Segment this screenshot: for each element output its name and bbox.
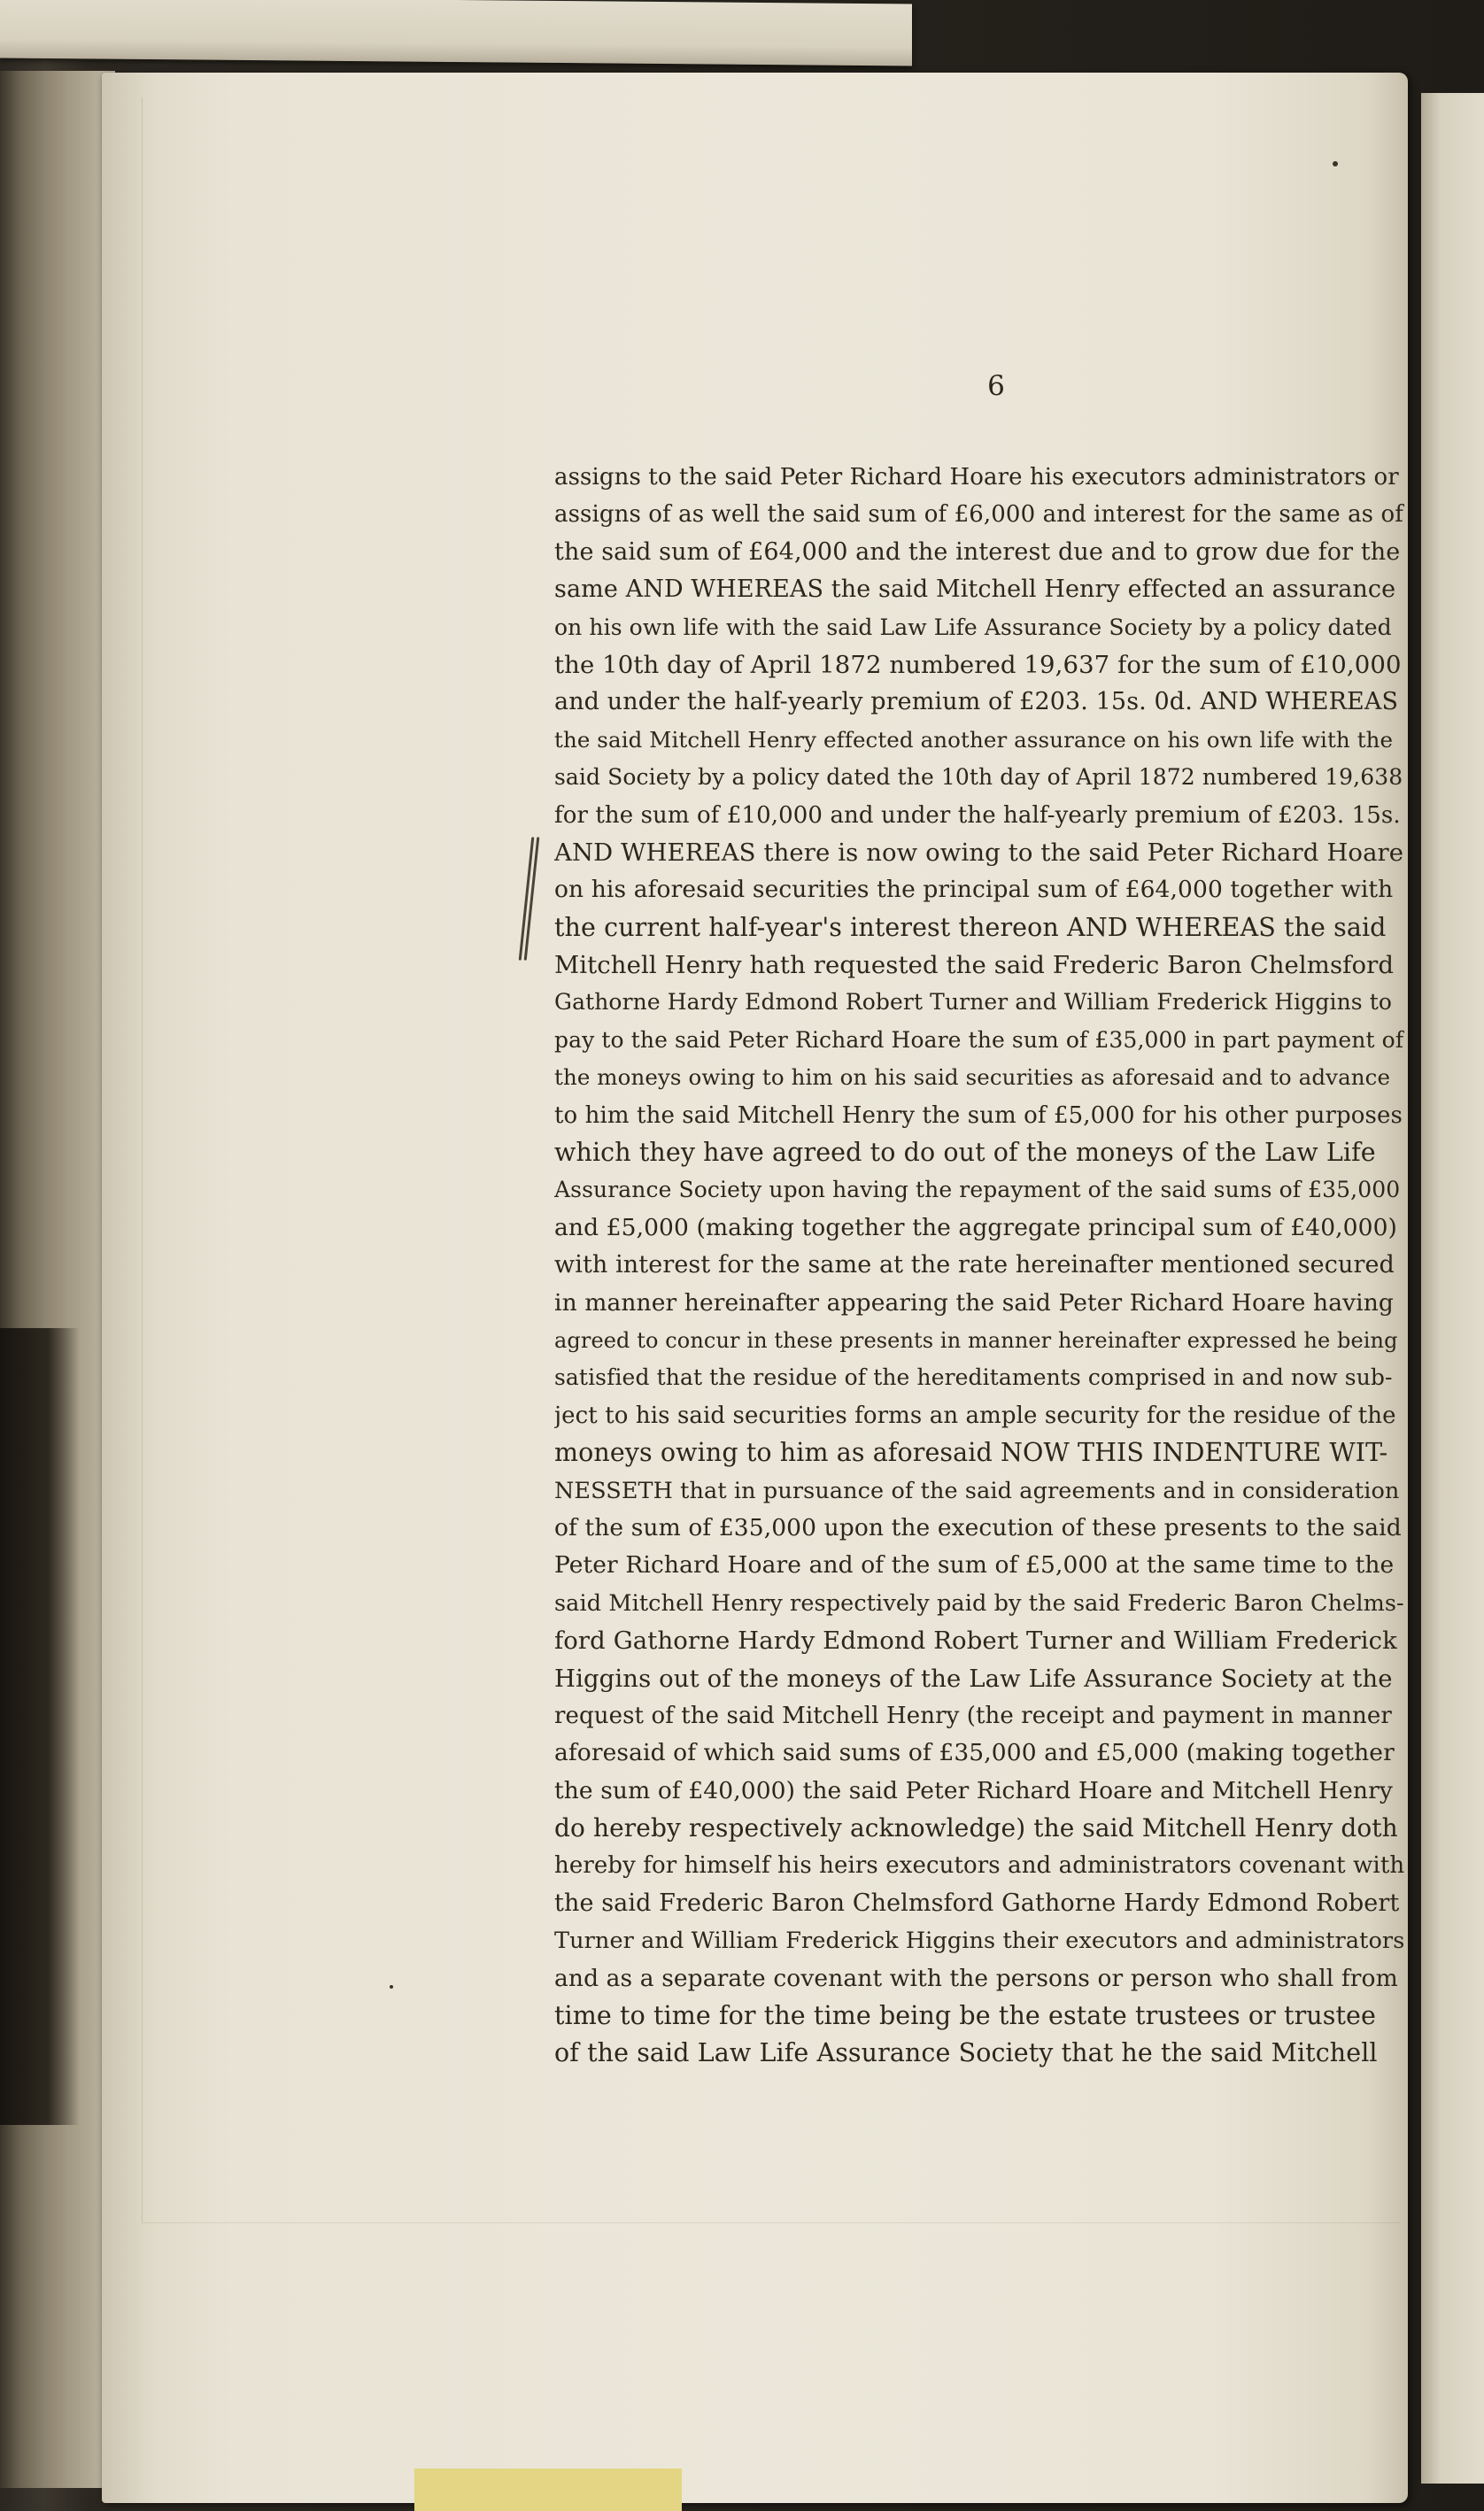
text-line: satisfied that the residue of the hereditaments comprised in and now sub- bbox=[554, 1364, 1393, 1391]
text-line: do hereby respectively acknowledge) the said Mitchell Henry doth bbox=[554, 1813, 1398, 1843]
text-line: time to time for the time being be the estate trustees or trustee bbox=[554, 2001, 1376, 2031]
next-page-edge bbox=[1421, 93, 1484, 2484]
text-line: the moneys owing to him on his said securities as aforesaid and to advance bbox=[554, 1064, 1391, 1091]
page-number: 6 bbox=[987, 370, 1005, 402]
text-line: assigns of as well the said sum of £6,000 and interest for the same as of bbox=[554, 501, 1403, 529]
bottom-paper-tab bbox=[414, 2469, 682, 2511]
text-line: request of the said Mitchell Henry (the receipt and payment in manner bbox=[554, 1702, 1392, 1729]
text-line: agreed to concur in these presents in manner hereinafter expressed he being bbox=[554, 1327, 1398, 1353]
book-spine bbox=[0, 71, 115, 2488]
text-line: of the said Law Life Assurance Society that he the said Mitchell bbox=[554, 2038, 1378, 2068]
text-line: same AND WHEREAS the said Mitchell Henry effected an assurance bbox=[554, 576, 1396, 604]
text-line: pay to the said Peter Richard Hoare the sum of £35,000 in part payment of bbox=[554, 1026, 1404, 1053]
page-speck bbox=[390, 1985, 393, 1989]
text-line: Assurance Society upon having the repayment of the said sums of £35,000 bbox=[554, 1177, 1401, 1203]
text-line: in manner hereinafter appearing the said Peter Richard Hoare having bbox=[554, 1288, 1394, 1317]
text-line: for the sum of £10,000 and under the half-yearly premium of £203. 15s. bbox=[554, 801, 1401, 829]
text-line: moneys owing to him as aforesaid NOW THIS INDENTURE WIT- bbox=[554, 1438, 1388, 1468]
text-line: Mitchell Henry hath requested the said Frederic Baron Chelmsford bbox=[554, 951, 1395, 980]
text-line: the said Frederic Baron Chelmsford Gathorne Hardy Edmond Robert bbox=[554, 1889, 1400, 1917]
text-line: Turner and William Frederick Higgins their executors and administrators bbox=[554, 1928, 1404, 1955]
text-line: the said Mitchell Henry effected another assurance on his own life with the bbox=[554, 726, 1394, 753]
text-line: NESSETH that in pursuance of the said agreements and in consideration bbox=[554, 1477, 1400, 1504]
text-line: which they have agreed to do out of the moneys of the Law Life bbox=[554, 1138, 1376, 1168]
text-line: Gathorne Hardy Edmond Robert Turner and William Frederick Higgins to bbox=[554, 989, 1393, 1016]
text-line: of the sum of £35,000 upon the execution of these presents to the said bbox=[554, 1513, 1402, 1541]
text-line: assigns to the said Peter Richard Hoare his executors administrators or bbox=[554, 464, 1399, 491]
top-sheet-edge bbox=[0, 0, 912, 66]
body-text bbox=[554, 459, 1404, 2073]
text-line: to him the said Mitchell Henry the sum of £5,000 for his other purposes bbox=[554, 1101, 1403, 1129]
text-line: the said sum of £64,000 and the interest due and to grow due for the bbox=[554, 537, 1401, 566]
text-line: on his own life with the said Law Life Assurance Society by a policy dated bbox=[554, 614, 1392, 640]
text-line: the sum of £40,000) the said Peter Richard Hoare and Mitchell Henry bbox=[554, 1776, 1393, 1804]
margin-pencil-mark bbox=[525, 837, 536, 961]
text-line: Higgins out of the moneys of the Law Life Assurance Society at the bbox=[554, 1664, 1393, 1693]
text-line: hereby for himself his heirs executors and administrators covenant with bbox=[554, 1852, 1404, 1880]
page-speck bbox=[1333, 161, 1338, 166]
text-line: Peter Richard Hoare and of the sum of £5,000 at the same time to the bbox=[554, 1551, 1395, 1580]
text-line: and under the half-yearly premium of £203. 15s. 0d. AND WHEREAS bbox=[554, 688, 1399, 716]
text-line: aforesaid of which said sums of £35,000 and £5,000 (making together bbox=[554, 1739, 1395, 1767]
text-line: the current half-year's interest thereon AND WHEREAS the said bbox=[554, 912, 1387, 942]
text-line: with interest for the same at the rate hereinafter mentioned secured bbox=[554, 1251, 1395, 1279]
text-line: and £5,000 (making together the aggregate principal sum of £40,000) bbox=[554, 1213, 1397, 1241]
text-line: on his aforesaid securities the principal sum of £64,000 together with bbox=[554, 876, 1394, 904]
text-line: said Society by a policy dated the 10th day of April 1872 numbered 19,638 bbox=[554, 764, 1403, 791]
text-line: AND WHEREAS there is now owing to the said Peter Richard Hoare bbox=[554, 838, 1404, 867]
text-line: said Mitchell Henry respectively paid by the said Frederic Baron Chelms- bbox=[554, 1589, 1404, 1617]
text-line: the 10th day of April 1872 numbered 19,637 for the sum of £10,000 bbox=[554, 650, 1402, 679]
text-line: ford Gathorne Hardy Edmond Robert Turner and William Frederick bbox=[554, 1626, 1397, 1656]
text-line: ject to his said securities forms an ample security for the residue of the bbox=[554, 1402, 1396, 1429]
text-line: and as a separate covenant with the persons or person who shall from bbox=[554, 1964, 1398, 1992]
spine-shadow bbox=[0, 1328, 80, 2125]
